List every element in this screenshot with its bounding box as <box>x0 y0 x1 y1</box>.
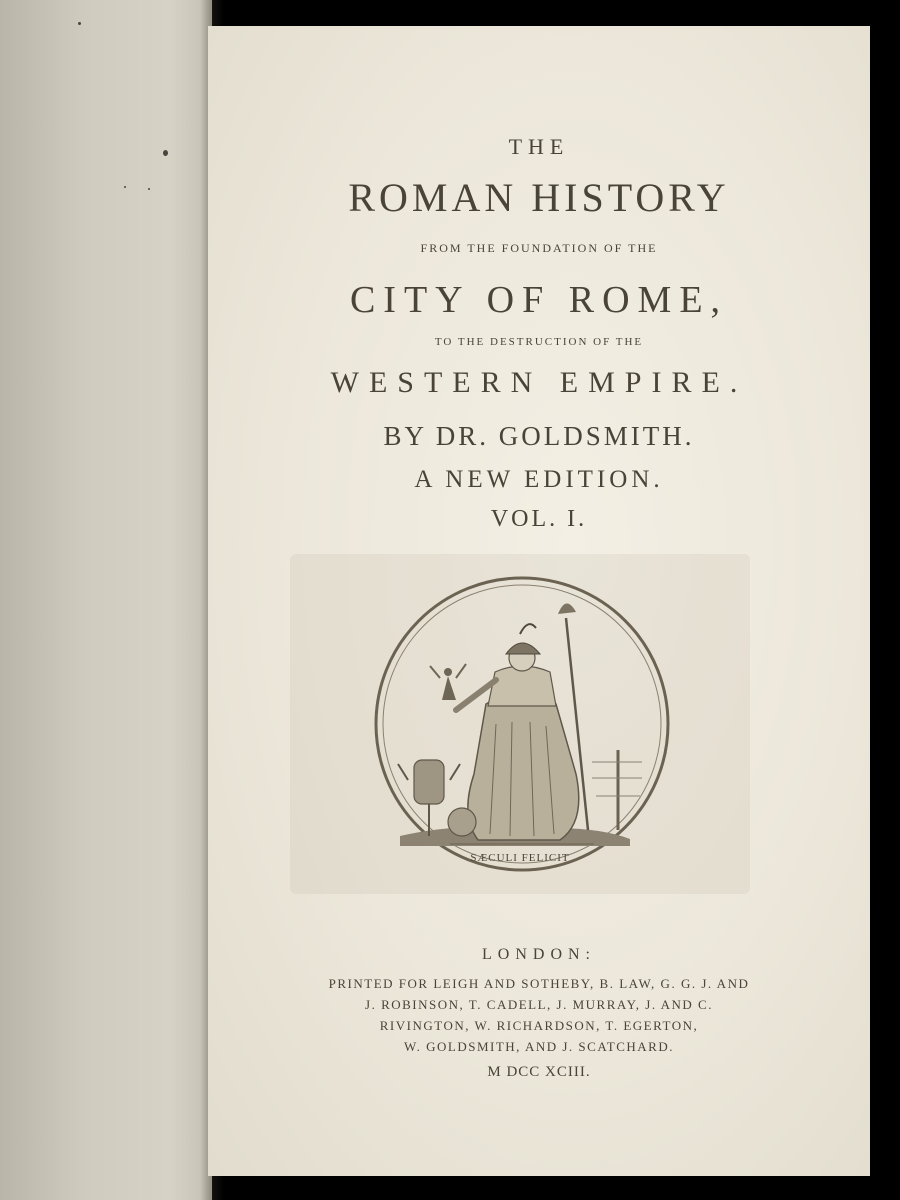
medallion-inscription: SÆCULI FELICIT <box>470 852 570 864</box>
edition-statement: A NEW EDITION. <box>414 466 664 493</box>
ink-spot <box>124 186 126 188</box>
subtitle-city: CITY OF ROME, <box>349 279 729 321</box>
ink-spot <box>148 188 150 190</box>
subtitle-from: FROM THE FOUNDATION OF THE <box>420 241 658 255</box>
author-byline: BY DR. GOLDSMITH. <box>383 421 695 451</box>
title-article: THE <box>508 134 570 159</box>
book-title: ROMAN HISTORY <box>348 175 730 220</box>
subtitle-empire: WESTERN EMPIRE. <box>330 366 748 399</box>
ink-spot <box>78 22 81 25</box>
ink-spot <box>163 150 168 156</box>
subtitle-to: TO THE DESTRUCTION OF THE <box>434 336 644 348</box>
left-endpaper <box>0 0 212 1200</box>
medallion-figure-image <box>290 554 750 894</box>
imprint-date: M DCC XCIII. <box>487 1064 591 1080</box>
volume-number: VOL. I. <box>490 506 588 532</box>
imprint-line: J. ROBINSON, T. CADELL, J. MURRAY, J. AND C. <box>365 997 713 1012</box>
imprint-line: W. GOLDSMITH, AND J. SCATCHARD. <box>404 1039 674 1054</box>
medallion-engraving <box>290 554 750 894</box>
imprint-place: LONDON: <box>482 946 596 963</box>
title-page <box>208 26 870 1176</box>
imprint-line: PRINTED FOR LEIGH AND SOTHEBY, B. LAW, G. G. J. AND <box>328 976 750 991</box>
imprint-line: RIVINGTON, W. RICHARDSON, T. EGERTON, <box>379 1018 699 1033</box>
